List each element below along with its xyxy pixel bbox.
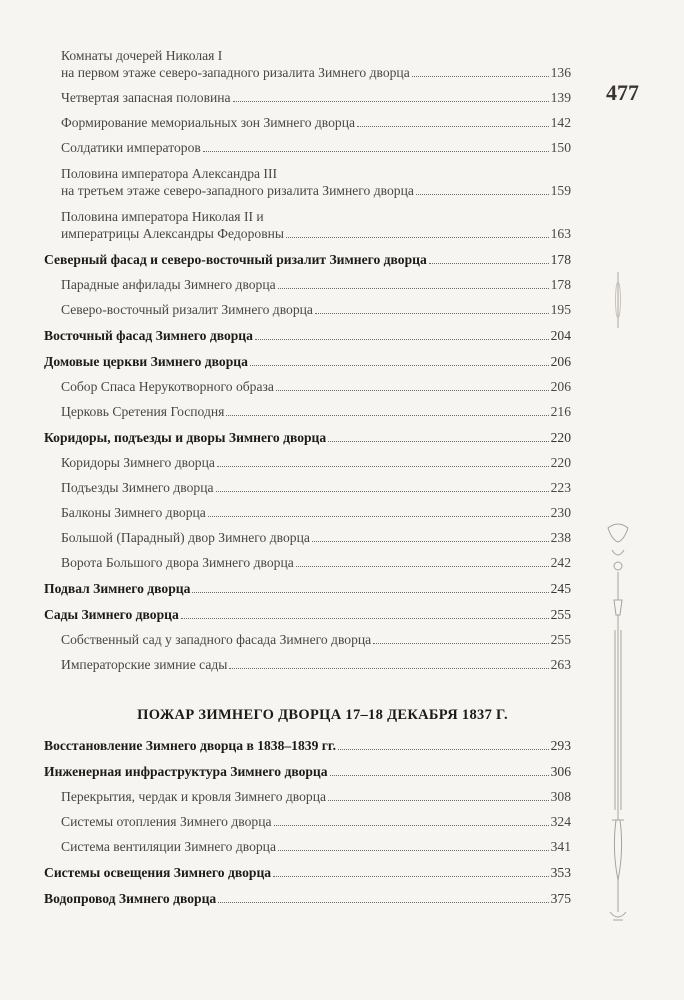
- dot-leader: [216, 491, 549, 492]
- dot-leader: [218, 902, 548, 903]
- toc-entry-title: Сады Зимнего дворца: [44, 607, 179, 622]
- dot-leader: [429, 263, 549, 264]
- toc-page-number: 238: [550, 530, 571, 545]
- toc-entry-title: Солдатики императоров: [61, 140, 201, 155]
- toc-entry-title: Балконы Зимнего дворца: [61, 505, 206, 520]
- toc-entry-title: Водопровод Зимнего дворца: [44, 891, 217, 906]
- toc-page-number: 206: [550, 379, 571, 394]
- toc-page-number: 150: [550, 140, 571, 155]
- table-of-contents: [44, 38, 571, 907]
- toc-page-number: 245: [550, 581, 571, 596]
- toc-entry: [44, 648, 571, 673]
- toc-page-number: 136: [550, 65, 571, 80]
- toc-entry-title: Восточный фасад Зимнего дворца: [44, 328, 253, 343]
- toc-entry: [44, 471, 571, 496]
- toc-entry-title: Формирование мемориальных зон Зимнего дворца: [61, 115, 356, 130]
- dot-leader: [312, 541, 549, 542]
- toc-page-number: 324: [550, 814, 571, 829]
- toc-entry-title: Церковь Сретения Господня: [61, 404, 225, 419]
- toc-entry-title-line: на третьем этаже северо-западного ризалита Зимнего дворца: [61, 183, 414, 198]
- dot-leader: [255, 339, 549, 340]
- toc-entry-title: Коридоры, подъезды и дворы Зимнего дворца: [44, 430, 327, 445]
- toc-entry-title-line: императрицы Александры Федоровны: [61, 226, 285, 241]
- dot-leader: [328, 800, 549, 801]
- toc-entry: [44, 780, 571, 805]
- dot-leader: [226, 415, 548, 416]
- dot-leader: [278, 288, 549, 289]
- toc-page-number: 341: [550, 839, 571, 854]
- toc-entry-title: Перекрытия, чердак и кровля Зимнего дворца: [61, 789, 327, 804]
- toc-entry: [44, 623, 571, 648]
- dot-leader: [296, 566, 549, 567]
- toc-entry: [44, 395, 571, 420]
- dot-leader: [286, 237, 549, 238]
- dot-leader: [357, 126, 549, 127]
- toc-entry-title: Северо-восточный ризалит Зимнего дворца: [61, 302, 313, 317]
- toc-entry-title: Императорские зимние сады: [61, 657, 228, 672]
- toc-section: [44, 242, 571, 268]
- toc-page-number: 220: [550, 455, 571, 470]
- toc-entry: [44, 293, 571, 318]
- dot-leader: [274, 825, 549, 826]
- toc-page-number: 195: [550, 302, 571, 317]
- toc-entry: [44, 38, 571, 81]
- toc-page-number: 263: [550, 657, 571, 672]
- toc-entry-title: Восстановление Зимнего дворца в 1838–1839 гг.: [44, 738, 336, 753]
- toc-entry: [44, 156, 571, 199]
- toc-section: [44, 881, 571, 907]
- toc-page-number: 206: [550, 354, 571, 369]
- toc-section: [44, 420, 571, 446]
- dot-leader: [328, 441, 548, 442]
- toc-page-number: 220: [550, 430, 571, 445]
- toc-entry: [44, 268, 571, 293]
- toc-entry: [44, 199, 571, 242]
- toc-entry-title: Подъезды Зимнего дворца: [61, 480, 214, 495]
- toc-page-number: 353: [550, 865, 571, 880]
- dot-leader: [315, 313, 549, 314]
- toc-section: [44, 855, 571, 881]
- toc-list-part-1: [44, 38, 571, 673]
- toc-section: [44, 571, 571, 597]
- toc-entry: [44, 830, 571, 855]
- toc-entry: [44, 131, 571, 156]
- toc-entry: [44, 106, 571, 131]
- dot-leader: [416, 194, 549, 195]
- toc-entry-title: Большой (Парадный) двор Зимнего дворца: [61, 530, 310, 545]
- toc-entry-title: Системы отопления Зимнего дворца: [61, 814, 272, 829]
- dot-leader: [229, 668, 548, 669]
- dot-leader: [217, 466, 549, 467]
- toc-entry-title-line: Половина императора Александра III: [61, 166, 277, 181]
- toc-page-number: 306: [550, 764, 571, 779]
- dot-leader: [203, 151, 549, 152]
- toc-page-number: 255: [550, 607, 571, 622]
- dot-leader: [192, 592, 548, 593]
- toc-page-number: 178: [550, 277, 571, 292]
- dot-leader: [233, 101, 549, 102]
- dot-leader: [412, 76, 549, 77]
- section-heading: ПОЖАР ЗИМНЕГО ДВОРЦА 17–18 ДЕКАБРЯ 1837 Г.: [137, 707, 508, 723]
- toc-entry-title-line: Половина императора Николая II и: [61, 209, 264, 224]
- dot-leader: [373, 643, 548, 644]
- toc-section: [44, 728, 571, 754]
- toc-entry: [44, 496, 571, 521]
- toc-entry: [44, 521, 571, 546]
- toc-entry-title: Подвал Зимнего дворца: [44, 581, 191, 596]
- toc-page-number: 255: [550, 632, 571, 647]
- dot-leader: [276, 390, 549, 391]
- dot-leader: [181, 618, 549, 619]
- toc-entry-title: Парадные анфилады Зимнего дворца: [61, 277, 276, 292]
- dot-leader: [330, 775, 549, 776]
- toc-entry-title: Северный фасад и северо-восточный ризалит Зимнего дворца: [44, 252, 427, 267]
- toc-entry-title: Коридоры Зимнего дворца: [61, 455, 215, 470]
- toc-entry-title-line: на первом этаже северо-западного ризалита Зимнего дворца: [61, 65, 410, 80]
- dot-leader: [208, 516, 549, 517]
- toc-entry: [44, 81, 571, 106]
- toc-page-number: 178: [550, 252, 571, 267]
- toc-page-number: 308: [550, 789, 571, 804]
- toc-entry-title: Система вентиляции Зимнего дворца: [61, 839, 276, 854]
- toc-entry-title: Собственный сад у западного фасада Зимнего дворца: [61, 632, 372, 647]
- toc-entry: [44, 370, 571, 395]
- toc-entry-title: Инженерная инфраструктура Зимнего дворца: [44, 764, 328, 779]
- toc-page-number: 230: [550, 505, 571, 520]
- toc-entry: [44, 546, 571, 571]
- toc-page-number: 142: [550, 115, 571, 130]
- toc-section: [44, 597, 571, 623]
- toc-entry-title-line: Комнаты дочерей Николая I: [61, 48, 223, 63]
- dot-leader: [250, 365, 549, 366]
- toc-list-part-2: [44, 728, 571, 907]
- toc-entry-title: Системы освещения Зимнего дворца: [44, 865, 272, 880]
- toc-page-number: 163: [550, 226, 571, 241]
- toc-page-number: 204: [550, 328, 571, 343]
- toc-entry-title: Собор Спаса Нерукотворного образа: [61, 379, 274, 394]
- toc-page-number: 375: [550, 891, 571, 906]
- toc-entry: [44, 805, 571, 830]
- dot-leader: [273, 876, 549, 877]
- ornament-finial-icon: [598, 270, 638, 330]
- toc-page-number: 159: [550, 183, 571, 198]
- toc-entry-title: Четвертая запасная половина: [61, 90, 231, 105]
- page-number: 477: [606, 80, 639, 105]
- toc-page-number: 216: [550, 404, 571, 419]
- toc-entry: [44, 446, 571, 471]
- toc-section: [44, 754, 571, 780]
- toc-section: [44, 344, 571, 370]
- toc-page-number: 223: [550, 480, 571, 495]
- toc-page-number: 139: [550, 90, 571, 105]
- dot-leader: [338, 749, 549, 750]
- dot-leader: [278, 850, 549, 851]
- toc-entry-title: Домовые церкви Зимнего дворца: [44, 354, 248, 369]
- toc-page-number: 242: [550, 555, 571, 570]
- ornament-column-icon: [598, 520, 638, 940]
- toc-page-number: 293: [550, 738, 571, 753]
- toc-section: [44, 318, 571, 344]
- toc-entry-title: Ворота Большого двора Зимнего дворца: [61, 555, 294, 570]
